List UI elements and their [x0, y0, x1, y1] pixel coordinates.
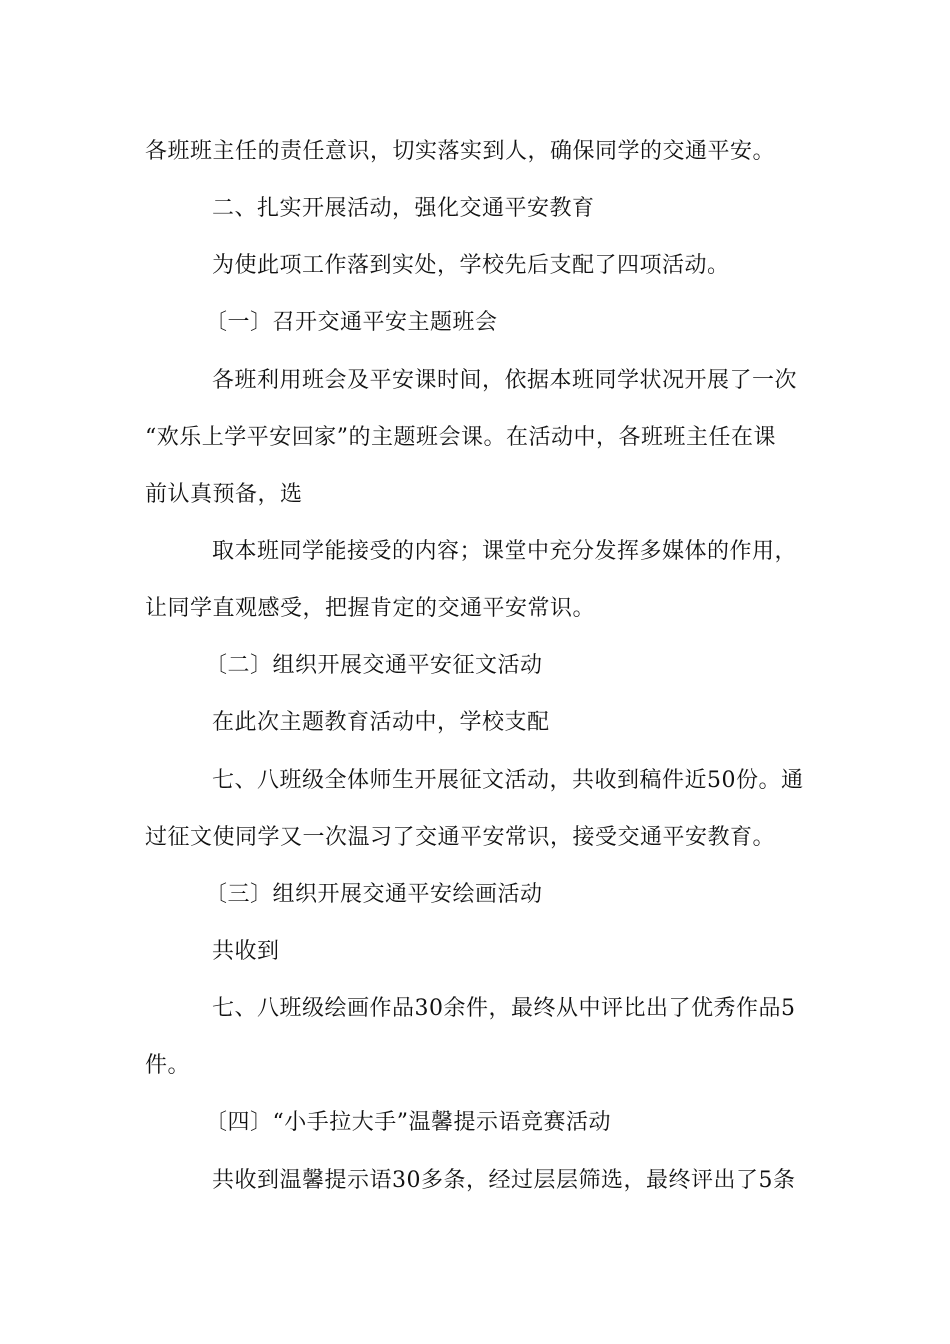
text-line: 取本班同学能接受的内容；课堂中充分发挥多媒体的作用，: [212, 539, 798, 564]
text-line: 共收到: [212, 939, 280, 964]
text-line: 各班利用班会及平安课时间，依据本班同学状况开展了一次: [212, 368, 798, 393]
text-line: 七、八班级全体师生开展征文活动，共收到稿件近50份。通: [212, 768, 804, 793]
subsection-heading: 〔一〕召开交通平安主题班会: [205, 310, 498, 335]
text-line: 让同学直观感受，把握肯定的交通平安常识。: [145, 596, 596, 621]
text-line: “欢乐上学平安回家”的主题班会课。在活动中，各班班主任在课: [145, 425, 776, 450]
text-line: 各班班主任的责任意识，切实落实到人，确保同学的交通平安。: [145, 139, 776, 164]
text-line: 前认真预备，选: [145, 482, 303, 507]
text-line: 过征文使同学又一次温习了交通平安常识，接受交通平安教育。: [145, 825, 776, 850]
text-line: 件。: [145, 1053, 191, 1078]
text-line: 在此次主题教育活动中，学校支配: [212, 710, 550, 735]
text-line: 共收到温馨提示语30多条，经过层层筛选，最终评出了5条: [212, 1168, 796, 1193]
subsection-heading: 〔三〕组织开展交通平安绘画活动: [205, 882, 543, 907]
text-line: 七、八班级绘画作品30余件，最终从中评比出了优秀作品5: [212, 996, 796, 1021]
text-line: 为使此项工作落到实处，学校先后支配了四项活动。: [212, 253, 730, 278]
section-heading: 二、扎实开展活动，强化交通平安教育: [212, 196, 595, 221]
subsection-heading: 〔二〕组织开展交通平安征文活动: [205, 653, 543, 678]
subsection-heading: 〔四〕“小手拉大手”温馨提示语竞赛活动: [205, 1110, 611, 1135]
